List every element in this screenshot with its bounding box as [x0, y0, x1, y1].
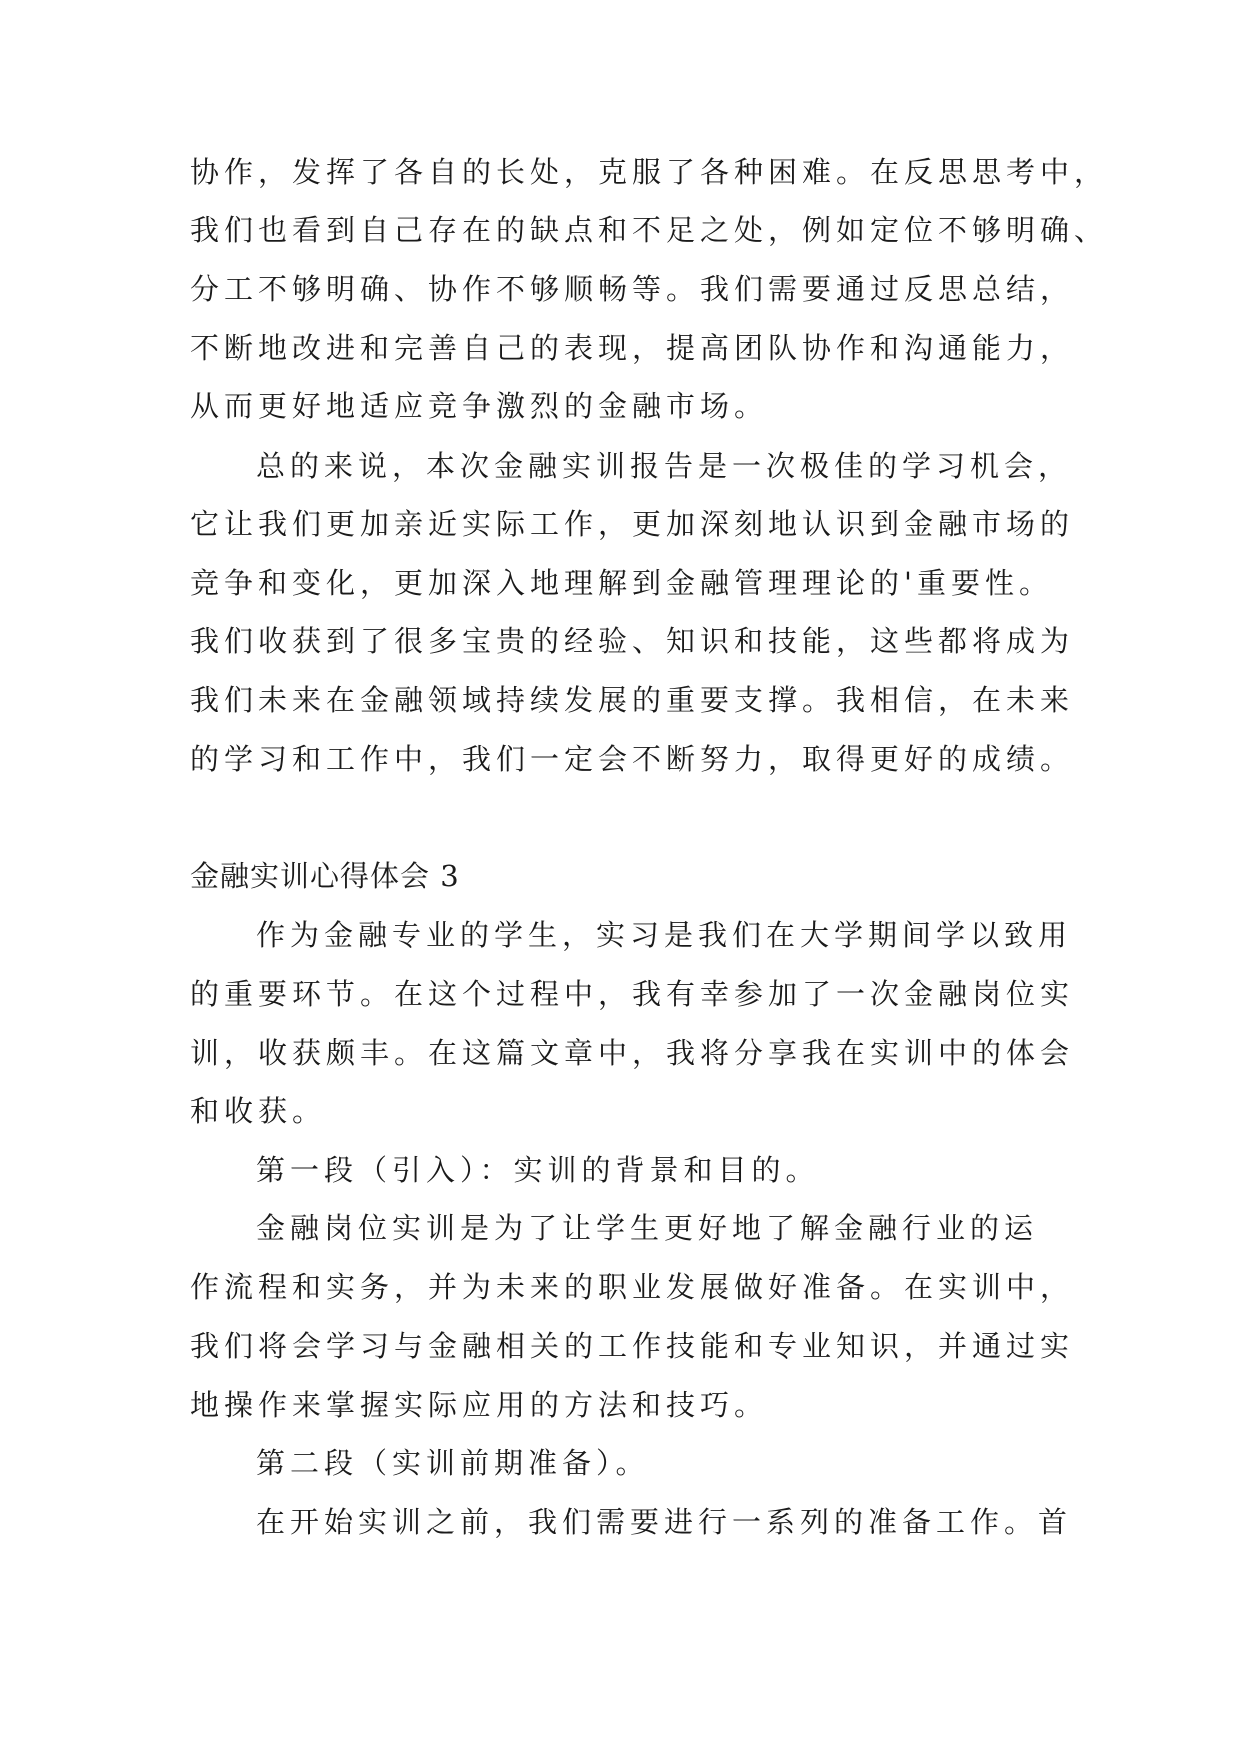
text-line: 和收获。: [190, 1094, 327, 1128]
text-line: 金融岗位实训是为了让学生更好地了解金融行业的运: [256, 1211, 1039, 1245]
text-line: 协作，发挥了各自的长处，克服了各种困难。在反思思考中，: [190, 155, 1109, 189]
text-line: 它让我们更加亲近实际工作，更加深刻地认识到金融市场的: [190, 507, 1075, 541]
text-line: 竞争和变化，更加深入地理解到金融管理理论的'重要性。: [190, 566, 1053, 600]
section-heading: 金融实训心得体会 3: [190, 859, 460, 893]
text-line: 总的来说，本次金融实训报告是一次极佳的学习机会，: [256, 449, 1073, 483]
text-line: 我们收获到了很多宝贵的经验、知识和技能，这些都将成为: [190, 624, 1075, 658]
text-line: 作流程和实务，并为未来的职业发展做好准备。在实训中，: [190, 1270, 1075, 1304]
text-line: 第二段（实训前期准备）。: [256, 1446, 650, 1480]
text-line: 作为金融专业的学生，实习是我们在大学期间学以致用: [256, 918, 1073, 952]
text-line: 的学习和工作中，我们一定会不断努力，取得更好的成绩。: [190, 742, 1075, 776]
text-line: 地操作来掌握实际应用的方法和技巧。: [190, 1388, 769, 1422]
text-line: 我们也看到自己存在的缺点和不足之处，例如定位不够明确、: [190, 213, 1109, 247]
text-line: 从而更好地适应竞争激烈的金融市场。: [190, 389, 769, 423]
text-line: 训，收获颇丰。在这篇文章中，我将分享我在实训中的体会: [190, 1036, 1075, 1070]
text-line: 我们未来在金融领域持续发展的重要支撑。我相信，在未来: [190, 683, 1075, 717]
text-line: 第一段（引入）：实训的背景和目的。: [256, 1153, 820, 1187]
text-line: 不断地改进和完善自己的表现，提高团队协作和沟通能力，: [190, 331, 1075, 365]
text-line: 在开始实训之前，我们需要进行一系列的准备工作。首: [256, 1505, 1073, 1539]
text-line: 我们将会学习与金融相关的工作技能和专业知识，并通过实: [190, 1329, 1075, 1363]
text-line: 的重要环节。在这个过程中，我有幸参加了一次金融岗位实: [190, 977, 1075, 1011]
text-line: 分工不够明确、协作不够顺畅等。我们需要通过反思总结，: [190, 272, 1075, 306]
